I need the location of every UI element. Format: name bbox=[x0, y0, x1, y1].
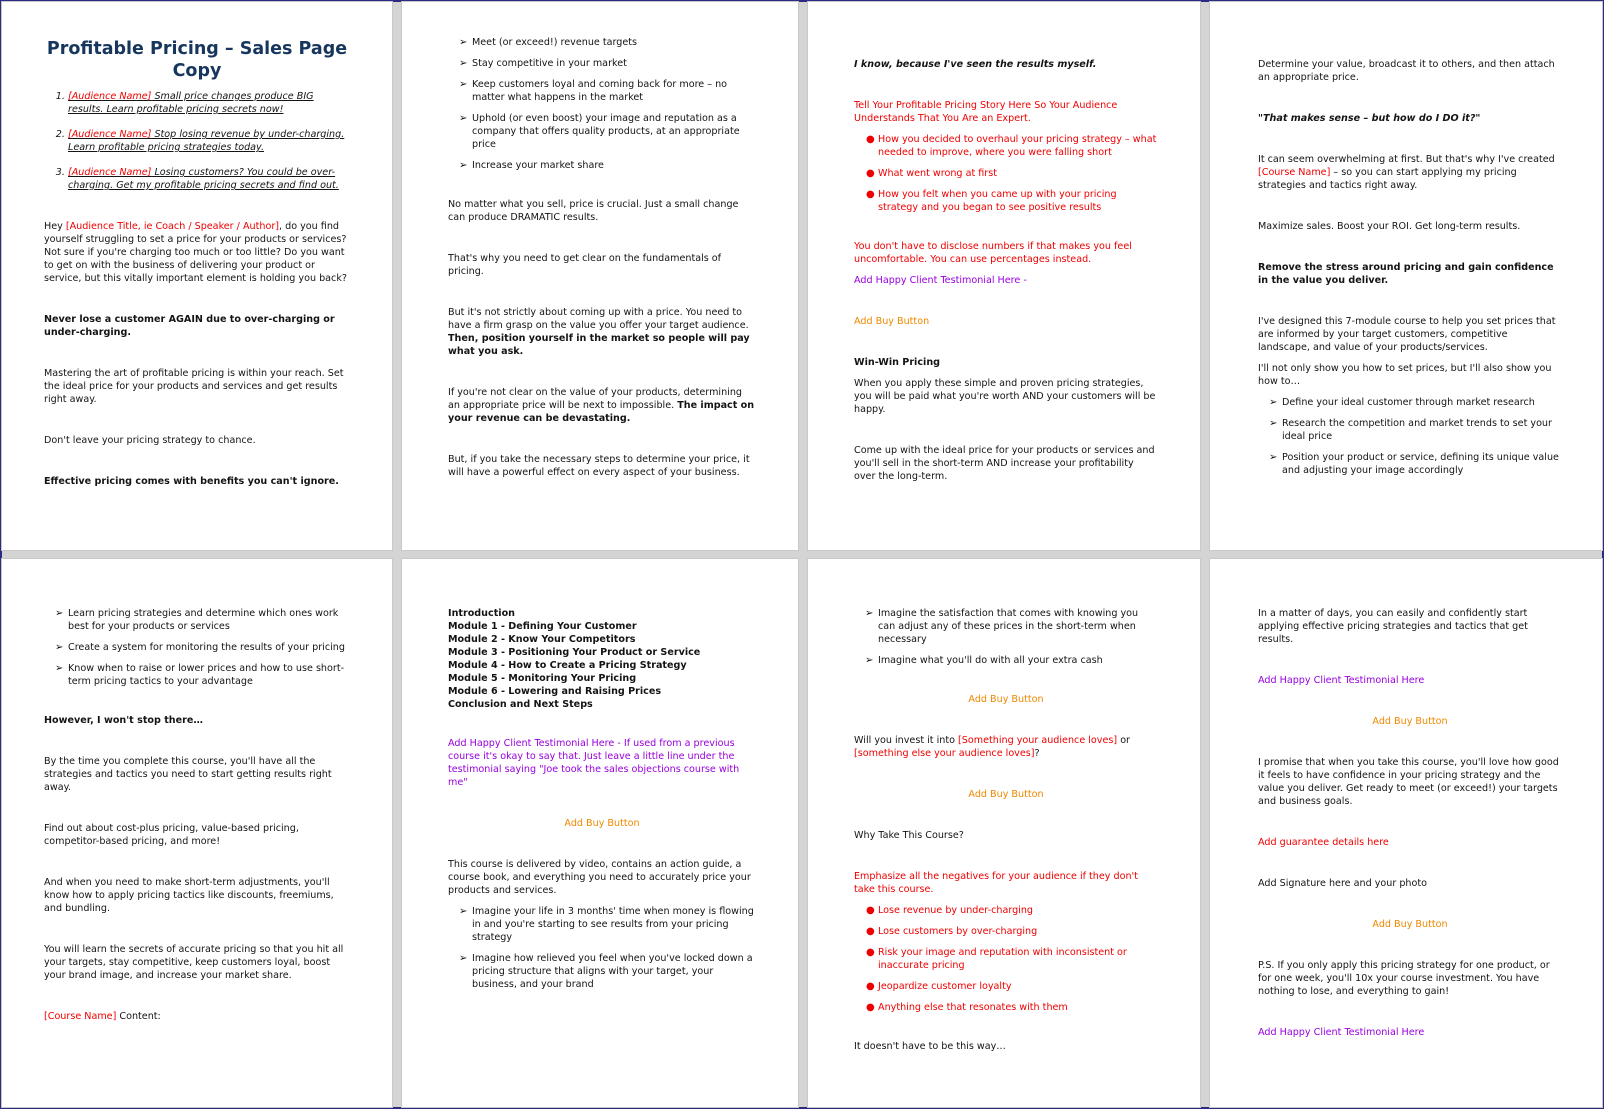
testimonial-placeholder: Add Happy Client Testimonial Here bbox=[1258, 1027, 1425, 1038]
arrow-bullet-icon: ➢ bbox=[459, 113, 468, 124]
list-item: ● Anything else that resonates with them bbox=[866, 1002, 1068, 1013]
list-item: ➢ Keep customers loyal and coming back for more – no matter what happens in the market bbox=[459, 79, 728, 103]
paragraph: I'll not only show you how to set prices, but I'll also show you how to… bbox=[1258, 363, 1552, 387]
content-heading: [Course Name] Content: bbox=[44, 1011, 161, 1022]
page-6[interactable] bbox=[402, 559, 798, 1107]
course-name-placeholder: [Course Name] bbox=[1258, 167, 1331, 178]
audience-placeholder: [Audience Name] bbox=[68, 129, 152, 140]
arrow-bullet-icon: ➢ bbox=[459, 58, 468, 69]
paragraph: If you're not clear on the value of your products, determining an appropriate price will be next to impossible. The impact on your revenue can be devastating. bbox=[448, 387, 755, 424]
arrow-bullet-icon: ➢ bbox=[459, 906, 468, 917]
page-3[interactable] bbox=[808, 2, 1200, 550]
list-item: ● Jeopardize customer loyalty bbox=[866, 981, 1012, 992]
module-item: Module 5 - Monitoring Your Pricing bbox=[448, 673, 637, 684]
page-5[interactable] bbox=[2, 559, 392, 1107]
paragraph: That's why you need to get clear on the fundamentals of pricing. bbox=[448, 253, 722, 277]
negatives-list bbox=[854, 904, 1158, 1014]
module-item: Module 1 - Defining Your Customer bbox=[448, 621, 637, 632]
disclose-note: You don't have to disclose numbers if that makes you feel uncomfortable. You can use percentages instead. bbox=[854, 241, 1132, 265]
page-title: Profitable Pricing – Sales Page Copy bbox=[46, 39, 348, 81]
paragraph: No matter what you sell, price is crucial. Just a small change can produce DRAMATIC results. bbox=[448, 199, 739, 223]
bullet-dot-icon: ● bbox=[866, 168, 875, 179]
buy-button-placeholder[interactable]: Add Buy Button bbox=[968, 789, 1044, 800]
arrow-bullet-icon: ➢ bbox=[459, 160, 468, 171]
arrow-bullet-icon: ➢ bbox=[459, 37, 468, 48]
buy-button-placeholder[interactable]: Add Buy Button bbox=[968, 694, 1044, 705]
page-8[interactable] bbox=[1210, 559, 1602, 1107]
paragraph: By the time you complete this course, you'll have all the strategies and tactics you need to start getting results right away. bbox=[44, 756, 332, 793]
buy-button-placeholder[interactable]: Add Buy Button bbox=[1372, 716, 1448, 727]
list-item: ➢ Learn pricing strategies and determine which ones work best for your products or services bbox=[55, 608, 339, 632]
audience-placeholder: [Audience Name] bbox=[68, 167, 152, 178]
arrow-bullet-icon: ➢ bbox=[55, 663, 64, 674]
arrow-bullet-icon: ➢ bbox=[865, 655, 874, 666]
signature-placeholder: Add Signature here and your photo bbox=[1258, 878, 1428, 889]
bullet-dot-icon: ● bbox=[866, 947, 875, 958]
paragraph: But it's not strictly about coming up with a price. You need to have a firm grasp on the value you offer your target audience. Then, position yourself in the market so people will pay what you ask. bbox=[448, 307, 750, 357]
bold-heading: Remove the stress around pricing and gain confidence in the value you deliver. bbox=[1258, 262, 1554, 286]
buy-button-placeholder[interactable]: Add Buy Button bbox=[854, 316, 930, 327]
module-list bbox=[448, 607, 756, 711]
paragraph: In a matter of days, you can easily and confidently start applying effective pricing strategies and tactics that get results. bbox=[1258, 608, 1528, 645]
list-item: ➢ Uphold (or even boost) your image and reputation as a company that offers quality products, at an appropriate price bbox=[459, 113, 740, 150]
audience-loves-placeholder: [Something your audience loves] bbox=[958, 735, 1118, 746]
document-thumbnail-grid bbox=[2, 2, 1602, 1107]
paragraph: Come up with the ideal price for your products or services and you'll sell in the short-term AND increase your profitability over the long-term. bbox=[854, 445, 1155, 482]
audience-placeholder: [Audience Name] bbox=[68, 91, 152, 102]
paragraph: Find out about cost-plus pricing, value-based pricing, competitor-based pricing, and more! bbox=[44, 823, 299, 847]
section-heading: Why Take This Course? bbox=[854, 830, 964, 841]
audience-title-placeholder: [Audience Title, ie Coach / Speaker / Author] bbox=[65, 221, 279, 232]
page-1[interactable] bbox=[2, 2, 392, 550]
bold-heading: Never lose a customer AGAIN due to over-charging or under-charging. bbox=[44, 314, 335, 338]
paragraph: It doesn't have to be this way… bbox=[854, 1041, 1006, 1052]
arrow-bullet-icon: ➢ bbox=[1269, 452, 1278, 463]
arrow-bullet-icon: ➢ bbox=[55, 608, 64, 619]
benefit-list bbox=[448, 36, 756, 172]
headline-2: 2. [Audience Name] Stop losing revenue by under-charging. Learn profitable pricing strategies today. bbox=[68, 128, 350, 154]
course-name-placeholder: [Course Name] bbox=[44, 1011, 117, 1022]
buy-button-placeholder[interactable]: Add Buy Button bbox=[564, 818, 640, 829]
list-item: ➢ Position your product or service, defining its unique value and adjusting your image accordingly bbox=[1269, 452, 1559, 476]
headline-list bbox=[44, 90, 350, 192]
paragraph: I've designed this 7-module course to help you set prices that are informed by your target customers, competitive landscape, and value of your products/services. bbox=[1258, 316, 1556, 353]
list-item: ➢ Increase your market share bbox=[459, 160, 604, 171]
paragraph: Don't leave your pricing strategy to chance. bbox=[44, 435, 256, 446]
paragraph: You will learn the secrets of accurate pricing so that you hit all your targets, stay competitive, keep customers loyal, boost your brand image, and increase your market share. bbox=[44, 944, 344, 981]
list-item: ➢ Imagine the satisfaction that comes with knowing you can adjust any of these prices in the short-term when necessary bbox=[865, 608, 1139, 645]
buy-button-placeholder[interactable]: Add Buy Button bbox=[1372, 919, 1448, 930]
intro-paragraph: Hey [Audience Title, ie Coach / Speaker / Author], do you find yourself struggling to set a price for your products or services? Not sure if you're charging too much or too little? Do you want to get on with the business of delivering your product or service, but this vitally important element is holding you back? bbox=[44, 221, 347, 284]
list-item: ● How you decided to overhaul your pricing strategy – what needed to improve, where you were falling short bbox=[866, 134, 1157, 158]
page-2[interactable] bbox=[402, 2, 798, 550]
list-item: ➢ Imagine what you'll do with all your extra cash bbox=[865, 655, 1103, 666]
paragraph: When you apply these simple and proven pricing strategies, you will be paid what you're worth AND your customers will be happy. bbox=[854, 378, 1156, 415]
skill-list bbox=[44, 607, 350, 688]
list-item: ➢ Imagine your life in 3 months' time when money is flowing in and you're starting to see results from your pricing strategy bbox=[459, 906, 754, 943]
list-item: ➢ Create a system for monitoring the results of your pricing bbox=[55, 642, 345, 653]
imagine-list bbox=[448, 905, 756, 991]
arrow-bullet-icon: ➢ bbox=[865, 608, 874, 619]
story-placeholder: Tell Your Profitable Pricing Story Here So Your Audience Understands That You Are an Expert. bbox=[854, 100, 1118, 124]
story-list bbox=[854, 133, 1158, 214]
testimonial-placeholder: Add Happy Client Testimonial Here bbox=[1258, 675, 1425, 686]
list-item: ● What went wrong at first bbox=[866, 168, 998, 179]
bold-heading: However, I won't stop there… bbox=[44, 715, 203, 726]
testimonial-placeholder: Add Happy Client Testimonial Here - bbox=[854, 275, 1027, 286]
list-item: ● How you felt when you came up with your pricing strategy and you began to see positive results bbox=[866, 189, 1117, 213]
bullet-dot-icon: ● bbox=[866, 905, 875, 916]
list-item: ➢ Know when to raise or lower prices and how to use short-term pricing tactics to your advantage bbox=[55, 663, 345, 687]
arrow-bullet-icon: ➢ bbox=[459, 953, 468, 964]
paragraph: And when you need to make short-term adjustments, you'll know how to apply pricing tactics like discounts, freemiums, and bundling. bbox=[44, 877, 334, 914]
paragraph: Maximize sales. Boost your ROI. Get long-term results. bbox=[1258, 221, 1521, 232]
bullet-dot-icon: ● bbox=[866, 134, 875, 145]
guarantee-placeholder: Add guarantee details here bbox=[1258, 837, 1389, 848]
module-item: Module 6 - Lowering and Raising Prices bbox=[448, 686, 662, 697]
arrow-bullet-icon: ➢ bbox=[459, 79, 468, 90]
module-item: Module 4 - How to Create a Pricing Strategy bbox=[448, 660, 687, 671]
list-item: ➢ Imagine how relieved you feel when you've locked down a pricing structure that aligns with your target, your business, and your brand bbox=[459, 953, 753, 990]
page-4[interactable] bbox=[1210, 2, 1602, 550]
paragraph: Mastering the art of profitable pricing is within your reach. Set the ideal price for your products and services and get results right away. bbox=[44, 368, 344, 405]
list-item: ➢ Research the competition and market trends to set your ideal price bbox=[1269, 418, 1552, 442]
page-7[interactable] bbox=[808, 559, 1200, 1107]
paragraph: This course is delivered by video, contains an action guide, a course book, and everything you need to accurately price your products and services. bbox=[448, 859, 751, 896]
bullet-dot-icon: ● bbox=[866, 981, 875, 992]
section-heading: Win-Win Pricing bbox=[854, 357, 941, 368]
paragraph: Will you invest it into [Something your audience loves] or [something else your audience loves]? bbox=[854, 735, 1131, 759]
skill-list bbox=[1258, 396, 1562, 477]
bold-italic-line: I know, because I've seen the results myself. bbox=[854, 59, 1097, 70]
ps-paragraph: P.S. If you only apply this pricing strategy for one product, or for one week, you'll 10x your course investment. You have nothing to lose, and everything to gain! bbox=[1258, 960, 1550, 997]
negatives-note: Emphasize all the negatives for your audience if they don't take this course. bbox=[854, 871, 1138, 895]
arrow-bullet-icon: ➢ bbox=[1269, 397, 1278, 408]
headline-1: 1. [Audience Name] Small price changes produce BIG results. Learn profitable pricing secrets now! bbox=[68, 90, 350, 116]
arrow-bullet-icon: ➢ bbox=[1269, 418, 1278, 429]
list-item: ● Risk your image and reputation with inconsistent or inaccurate pricing bbox=[866, 947, 1127, 971]
list-item: ➢ Define your ideal customer through market research bbox=[1269, 397, 1535, 408]
imagine-list bbox=[854, 607, 1158, 667]
bold-italic-line: "That makes sense – but how do I DO it?" bbox=[1258, 113, 1481, 124]
list-item: ➢ Meet (or exceed!) revenue targets bbox=[459, 37, 638, 48]
bullet-dot-icon: ● bbox=[866, 926, 875, 937]
module-item: Module 2 - Know Your Competitors bbox=[448, 634, 636, 645]
module-item: Introduction bbox=[448, 608, 515, 619]
bullet-dot-icon: ● bbox=[866, 189, 875, 200]
list-item: ● Lose revenue by under-charging bbox=[866, 905, 1034, 916]
paragraph: Determine your value, broadcast it to others, and then attach an appropriate price. bbox=[1258, 59, 1555, 83]
audience-loves-placeholder: [something else your audience loves] bbox=[854, 748, 1035, 759]
testimonial-placeholder: Add Happy Client Testimonial Here - If used from a previous course it's okay to say that. Just leave a little line under the testimonial saying "Joe took the sales objections course with me" bbox=[448, 738, 740, 788]
list-item: ● Lose customers by over-charging bbox=[866, 926, 1038, 937]
bold-heading: Effective pricing comes with benefits you can't ignore. bbox=[44, 476, 339, 487]
module-item: Conclusion and Next Steps bbox=[448, 699, 593, 710]
paragraph: It can seem overwhelming at first. But that's why I've created [Course Name] – so you can start applying my pricing strategies and tactics right away. bbox=[1258, 154, 1555, 191]
paragraph: But, if you take the necessary steps to determine your price, it will have a powerful effect on every aspect of your business. bbox=[448, 454, 750, 478]
paragraph: I promise that when you take this course, you'll love how good it feels to have confidence in your pricing strategy and the value you deliver. Get ready to meet (or exceed!) your targets and business goals. bbox=[1258, 757, 1559, 807]
arrow-bullet-icon: ➢ bbox=[55, 642, 64, 653]
list-item: ➢ Stay competitive in your market bbox=[459, 58, 627, 69]
bullet-dot-icon: ● bbox=[866, 1002, 875, 1013]
headline-3: 3. [Audience Name] Losing customers? You could be over-charging. Get my profitable pricing secrets and find out. bbox=[68, 166, 350, 192]
module-item: Module 3 - Positioning Your Product or Service bbox=[448, 647, 701, 658]
